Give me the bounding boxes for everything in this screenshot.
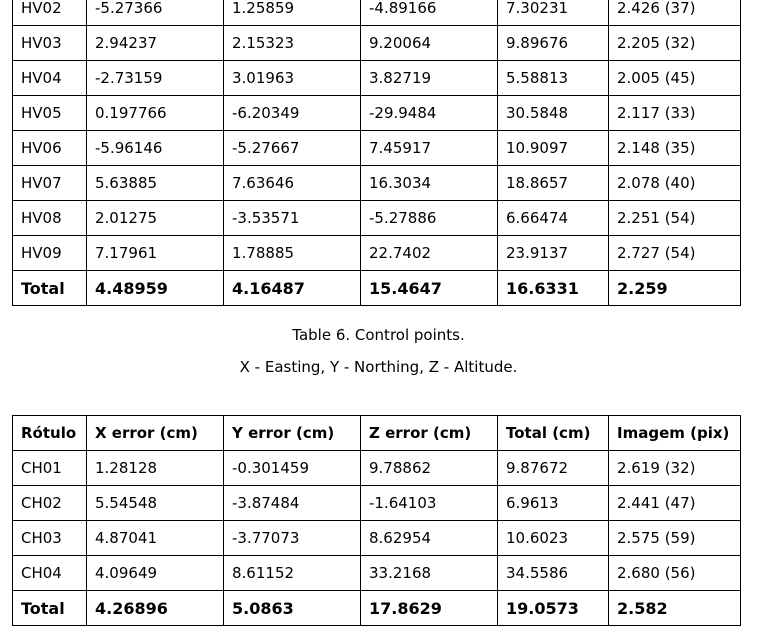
table-cell: 16.3034: [361, 166, 498, 201]
table-caption-subtitle: X - Easting, Y - Northing, Z - Altitude.: [239, 358, 518, 376]
table-cell: HV07: [13, 166, 87, 201]
table-cell: 10.6023: [498, 521, 609, 556]
table-cell: 3.82719: [361, 61, 498, 96]
table-cell: -5.27667: [224, 131, 361, 166]
table-cell: 2.575 (59): [609, 521, 741, 556]
table-cell: 1.25859: [224, 0, 361, 26]
column-header: Y error (cm): [224, 416, 361, 451]
table-cell: 2.15323: [224, 26, 361, 61]
table-cell: CH04: [13, 556, 87, 591]
table-cell: CH03: [13, 521, 87, 556]
table-cell: 2.005 (45): [609, 61, 741, 96]
table-cell: 1.28128: [87, 451, 224, 486]
table-cell: HV05: [13, 96, 87, 131]
table-row: [13, 486, 741, 521]
table-cell: 18.8657: [498, 166, 609, 201]
table-cell: 2.117 (33): [609, 96, 741, 131]
total-row: [13, 591, 741, 626]
table-cell: 7.17961: [87, 236, 224, 271]
column-header: Imagem (pix): [609, 416, 741, 451]
table-cell: 23.9137: [498, 236, 609, 271]
total-cell: 4.26896: [87, 591, 224, 626]
table-cell: 5.63885: [87, 166, 224, 201]
table-cell: -29.9484: [361, 96, 498, 131]
check-points-table: [12, 415, 741, 626]
table-cell: 2.205 (32): [609, 26, 741, 61]
control-points-table: [12, 0, 741, 306]
table-caption: Table 6. Control points.: [292, 326, 465, 344]
table-cell: 4.87041: [87, 521, 224, 556]
table-cell: HV06: [13, 131, 87, 166]
table-cell: -1.64103: [361, 486, 498, 521]
table-cell: CH01: [13, 451, 87, 486]
table-cell: -5.27886: [361, 201, 498, 236]
table-cell: 30.5848: [498, 96, 609, 131]
table-cell: -4.89166: [361, 0, 498, 26]
table-cell: 34.5586: [498, 556, 609, 591]
column-header: Z error (cm): [361, 416, 498, 451]
total-row: [13, 271, 741, 306]
table-cell: -3.77073: [224, 521, 361, 556]
table-cell: 7.45917: [361, 131, 498, 166]
table-cell: -0.301459: [224, 451, 361, 486]
table-cell: 6.66474: [498, 201, 609, 236]
table-cell: 2.727 (54): [609, 236, 741, 271]
total-cell: 2.582: [609, 591, 741, 626]
table-cell: 2.078 (40): [609, 166, 741, 201]
table-cell: 2.441 (47): [609, 486, 741, 521]
table-cell: 9.78862: [361, 451, 498, 486]
table-cell: -2.73159: [87, 61, 224, 96]
total-cell: 17.8629: [361, 591, 498, 626]
table-row: [13, 0, 741, 26]
table-cell: -5.27366: [87, 0, 224, 26]
table-row: [13, 96, 741, 131]
table-cell: HV09: [13, 236, 87, 271]
table-row: [13, 61, 741, 96]
table-cell: -3.53571: [224, 201, 361, 236]
column-header: Total (cm): [498, 416, 609, 451]
table-cell: 2.251 (54): [609, 201, 741, 236]
total-cell: Total: [13, 591, 87, 626]
column-header: Rótulo: [13, 416, 87, 451]
table-cell: HV08: [13, 201, 87, 236]
table-cell: 2.01275: [87, 201, 224, 236]
table-cell: HV04: [13, 61, 87, 96]
total-cell: 4.48959: [87, 271, 224, 306]
table-row: [13, 166, 741, 201]
table-cell: 22.7402: [361, 236, 498, 271]
table-cell: 5.58813: [498, 61, 609, 96]
table-cell: 3.01963: [224, 61, 361, 96]
table-row: [13, 201, 741, 236]
column-header: X error (cm): [87, 416, 224, 451]
table-cell: 7.30231: [498, 0, 609, 26]
table-row: [13, 131, 741, 166]
table-cell: 6.9613: [498, 486, 609, 521]
table-cell: 2.426 (37): [609, 0, 741, 26]
table-cell: 2.619 (32): [609, 451, 741, 486]
table-cell: 1.78885: [224, 236, 361, 271]
total-cell: 2.259: [609, 271, 741, 306]
table-cell: 2.148 (35): [609, 131, 741, 166]
table-cell: CH02: [13, 486, 87, 521]
table-cell: 9.20064: [361, 26, 498, 61]
table-cell: 9.87672: [498, 451, 609, 486]
table-cell: 8.61152: [224, 556, 361, 591]
table-header-row: [13, 416, 741, 451]
table-row: [13, 451, 741, 486]
table-cell: HV02: [13, 0, 87, 26]
table-cell: 0.197766: [87, 96, 224, 131]
table-cell: 5.54548: [87, 486, 224, 521]
table-cell: 2.94237: [87, 26, 224, 61]
total-cell: 4.16487: [224, 271, 361, 306]
total-cell: 19.0573: [498, 591, 609, 626]
table-row: [13, 556, 741, 591]
table-row: [13, 521, 741, 556]
table-cell: -5.96146: [87, 131, 224, 166]
table-row: [13, 236, 741, 271]
table-cell: -3.87484: [224, 486, 361, 521]
table-cell: 4.09649: [87, 556, 224, 591]
table-cell: 33.2168: [361, 556, 498, 591]
table-cell: 10.9097: [498, 131, 609, 166]
table-cell: HV03: [13, 26, 87, 61]
total-cell: 5.0863: [224, 591, 361, 626]
table-cell: -6.20349: [224, 96, 361, 131]
total-cell: 16.6331: [498, 271, 609, 306]
table-cell: 8.62954: [361, 521, 498, 556]
total-cell: Total: [13, 271, 87, 306]
table-cell: 2.680 (56): [609, 556, 741, 591]
table-row: [13, 26, 741, 61]
table-cell: 9.89676: [498, 26, 609, 61]
total-cell: 15.4647: [361, 271, 498, 306]
table-cell: 7.63646: [224, 166, 361, 201]
